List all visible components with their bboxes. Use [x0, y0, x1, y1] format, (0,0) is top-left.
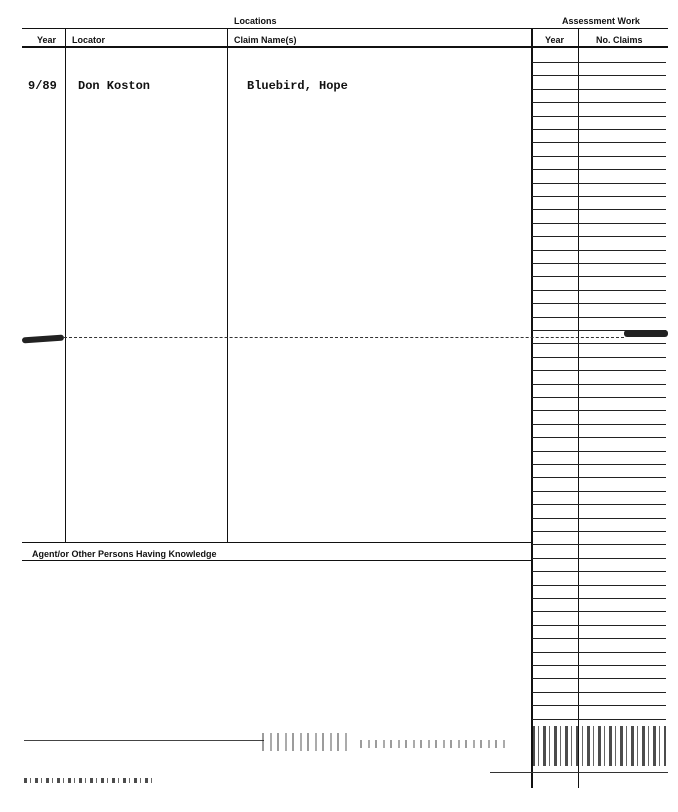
locator-divider — [65, 28, 66, 542]
assessment-ruled-line — [532, 384, 666, 385]
assessment-ruled-line — [532, 196, 666, 197]
bottom-scan-line — [24, 740, 264, 741]
assessment-ruled-line — [532, 169, 666, 170]
scan-noise-mid — [262, 733, 352, 751]
assessment-ruled-line — [532, 397, 666, 398]
assessment-ruled-line — [532, 317, 666, 318]
assessment-work-header: Assessment Work — [562, 16, 640, 26]
row-year: 9/89 — [28, 79, 57, 93]
assessment-ruled-line — [532, 598, 666, 599]
assessment-ruled-line — [532, 142, 666, 143]
assessment-ruled-line — [532, 263, 666, 264]
header-top-rule — [22, 28, 668, 29]
fold-line — [64, 337, 624, 338]
row-locator: Don Koston — [78, 79, 151, 93]
assessment-ruled-line — [532, 504, 666, 505]
assessment-ruled-line — [532, 531, 666, 532]
assessment-ruled-line — [532, 571, 666, 572]
assessment-ruled-line — [532, 719, 666, 720]
assessment-ruled-line — [532, 89, 666, 90]
assessment-ruled-line — [532, 75, 666, 76]
assessment-ruled-line — [532, 102, 666, 103]
assessment-ruled-line — [532, 156, 666, 157]
assessment-ruled-line — [532, 62, 666, 63]
assessment-ruled-line — [532, 183, 666, 184]
assessment-ruled-line — [532, 370, 666, 371]
assessment-ruled-line — [532, 357, 666, 358]
assessment-ruled-line — [532, 625, 666, 626]
assessment-ruled-line — [532, 303, 666, 304]
assessment-ruled-line — [532, 544, 666, 545]
assessment-ruled-line — [532, 464, 666, 465]
assessment-ruled-line — [532, 518, 666, 519]
assessment-ruled-line — [532, 638, 666, 639]
assessment-ruled-line — [532, 330, 666, 331]
assessment-ruled-line — [532, 250, 666, 251]
scan-noise-mid2 — [360, 740, 510, 748]
assessment-ruled-line — [532, 116, 666, 117]
row-claims: Bluebird, Hope — [247, 79, 348, 93]
assessment-ruled-line — [532, 491, 666, 492]
locations-header: Locations — [234, 16, 277, 26]
fold-mark-right — [624, 330, 668, 337]
assessment-ruled-line — [532, 652, 666, 653]
fold-mark-left — [22, 335, 64, 344]
assessment-ruled-line — [532, 437, 666, 438]
assessment-ruled-line — [532, 678, 666, 679]
assessment-ruled-line — [532, 276, 666, 277]
bottom-scan-line-2 — [490, 772, 668, 773]
assessment-ruled-line — [532, 451, 666, 452]
assessment-ruled-line — [532, 558, 666, 559]
assessment-ruled-line — [532, 477, 666, 478]
assessment-ruled-line — [532, 692, 666, 693]
col-no-claims-header: No. Claims — [596, 35, 643, 45]
assessment-ruled-line — [532, 611, 666, 612]
agent-section-label: Agent/or Other Persons Having Knowledge — [32, 549, 217, 559]
header-bottom-rule — [22, 46, 668, 48]
assessment-ruled-line — [532, 209, 666, 210]
agent-section-rule — [22, 560, 532, 561]
assessment-ruled-line — [532, 236, 666, 237]
assessment-ruled-line — [532, 585, 666, 586]
assessment-ruled-line — [532, 410, 666, 411]
col-aw-year-header: Year — [545, 35, 565, 45]
col-locator-header: Locator — [72, 35, 106, 45]
assessment-ruled-line — [532, 223, 666, 224]
claim-divider — [227, 28, 228, 542]
assessment-ruled-line — [532, 343, 666, 344]
col-year-header: Year — [37, 35, 57, 45]
scan-noise-right — [532, 726, 666, 766]
assessment-ruled-line — [532, 705, 666, 706]
scan-noise-bottom — [24, 778, 154, 783]
assessment-ruled-line — [532, 290, 666, 291]
assessment-ruled-line — [532, 665, 666, 666]
locations-bottom-rule — [22, 542, 532, 543]
assessment-ruled-line — [532, 424, 666, 425]
assessment-ruled-line — [532, 129, 666, 130]
col-claim-names-header: Claim Name(s) — [234, 35, 297, 45]
